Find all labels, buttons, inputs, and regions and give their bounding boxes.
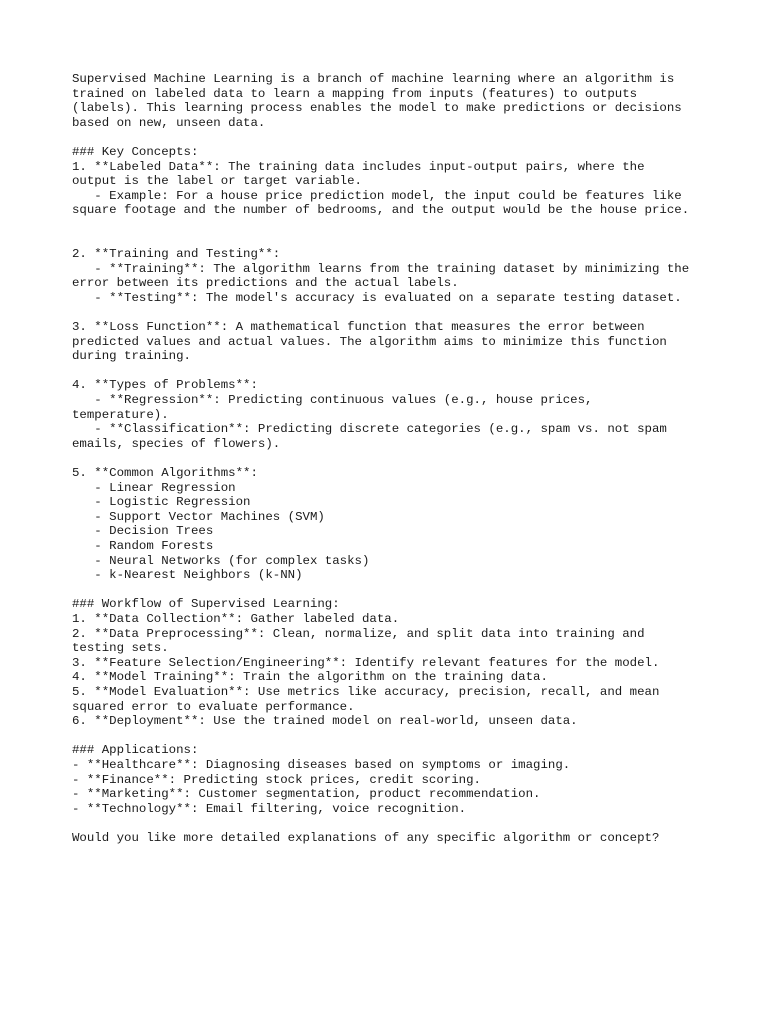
- section-heading: ### Key Concepts:: [72, 144, 199, 159]
- blank-line: [72, 233, 732, 248]
- text-line: square footage and the number of bedrooms, and the output would be the house price.: [72, 203, 690, 218]
- text-line: 6. **Deployment**: Use the trained model on real-world, unseen data.: [72, 714, 578, 729]
- text-line: 3. **Feature Selection/Engineering**: Identify relevant features for the model.: [72, 655, 660, 670]
- text-line: - Example: For a house price prediction model, the input could be features like: [72, 188, 682, 203]
- text-line: 5. **Common Algorithms**:: [72, 466, 258, 481]
- text-line: 2. **Data Preprocessing**: Clean, normalize, and split data into training and: [72, 626, 645, 641]
- text-line: predicted values and actual values. The algorithm aims to minimize this function: [72, 334, 667, 349]
- text-line: 4. **Model Training**: Train the algorithm on the training data.: [72, 670, 548, 685]
- text-line: - **Testing**: The model's accuracy is evaluated on a separate testing dataset.: [72, 290, 682, 305]
- list-item: - Decision Trees: [72, 524, 214, 539]
- list-item: - **Finance**: Predicting stock prices, credit scoring.: [72, 772, 481, 787]
- text-line: - **Training**: The algorithm learns from the training dataset by minimizing the: [72, 261, 690, 276]
- blank-line: [72, 130, 732, 145]
- list-item: - Linear Regression: [72, 480, 236, 495]
- text-line: - **Classification**: Predicting discrete categories (e.g., spam vs. not spam: [72, 422, 667, 437]
- text-line: 3. **Loss Function**: A mathematical function that measures the error between: [72, 320, 645, 335]
- blank-line: [72, 451, 732, 466]
- blank-line: [72, 218, 732, 233]
- blank-line: [72, 364, 732, 379]
- blank-line: [72, 583, 732, 598]
- list-item: - Support Vector Machines (SVM): [72, 509, 325, 524]
- text-line: (labels). This learning process enables the model to make predictions or decisions: [72, 101, 682, 116]
- text-line: 2. **Training and Testing**:: [72, 247, 281, 262]
- section-heading: ### Workflow of Supervised Learning:: [72, 597, 340, 612]
- text-line: testing sets.: [72, 641, 169, 656]
- text-line: output is the label or target variable.: [72, 174, 362, 189]
- text-line: during training.: [72, 349, 191, 364]
- list-item: - Neural Networks (for complex tasks): [72, 553, 370, 568]
- list-item: - k-Nearest Neighbors (k-NN): [72, 568, 303, 583]
- section-heading: ### Applications:: [72, 743, 199, 758]
- text-line: Supervised Machine Learning is a branch of machine learning where an algorithm is: [72, 72, 675, 86]
- closing-question: Would you like more detailed explanations of any specific algorithm or concept?: [72, 830, 660, 845]
- list-item: - Random Forests: [72, 539, 214, 553]
- text-line: 5. **Model Evaluation**: Use metrics like accuracy, precision, recall, and mean: [72, 684, 660, 699]
- blank-line: [72, 816, 732, 831]
- text-line: trained on labeled data to learn a mapping from inputs (features) to outputs: [72, 86, 638, 101]
- text-line: temperature).: [72, 407, 169, 422]
- list-item: - **Marketing**: Customer segmentation, product recommendation.: [72, 787, 541, 802]
- text-line: squared error to evaluate performance.: [72, 699, 355, 714]
- text-line: based on new, unseen data.: [72, 115, 266, 130]
- blank-line: [72, 306, 732, 321]
- list-item: - **Technology**: Email filtering, voice recognition.: [72, 801, 467, 816]
- text-line: 1. **Labeled Data**: The training data includes input-output pairs, where the: [72, 159, 645, 174]
- text-line: error between its predictions and the actual labels.: [72, 276, 459, 291]
- list-item: - **Healthcare**: Diagnosing diseases based on symptoms or imaging.: [72, 757, 571, 772]
- text-line: emails, species of flowers).: [72, 436, 281, 451]
- document-page: [72, 72, 732, 845]
- text-line: 1. **Data Collection**: Gather labeled data.: [72, 611, 400, 626]
- blank-line: [72, 729, 732, 744]
- text-line: 4. **Types of Problems**:: [72, 378, 258, 393]
- list-item: - Logistic Regression: [72, 495, 251, 510]
- text-line: - **Regression**: Predicting continuous values (e.g., house prices,: [72, 393, 593, 408]
